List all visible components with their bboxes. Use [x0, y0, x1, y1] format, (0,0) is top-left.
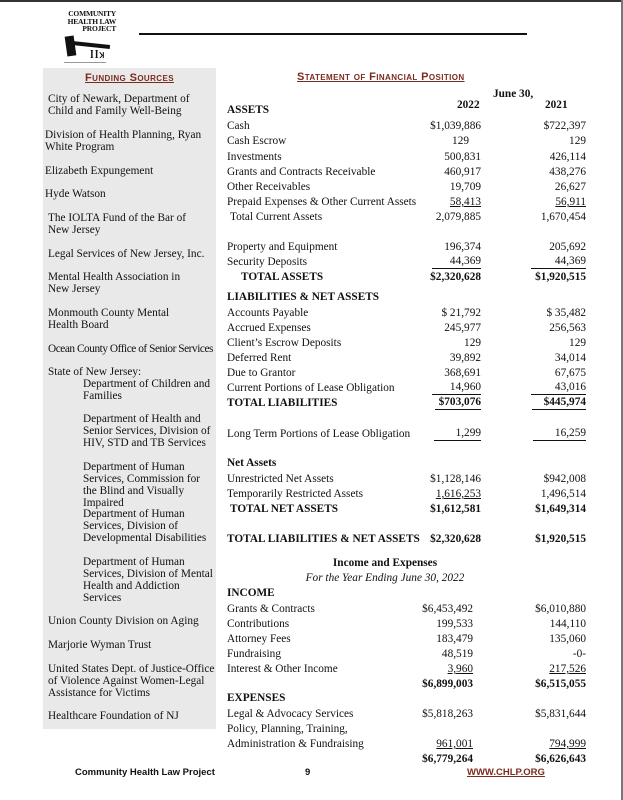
value-2021: $722,397 — [543, 120, 586, 132]
funding-source-item: Elizabeth Expungement — [45, 165, 154, 177]
assets-header: ASSETS — [227, 104, 270, 116]
table-row-total — [227, 532, 607, 547]
table-row — [227, 737, 607, 752]
value-2021: $942,008 — [543, 473, 586, 485]
table-row-subtotal — [227, 677, 607, 692]
value-2021: $1,920,515 — [535, 271, 586, 283]
value-2021: 44,369 — [531, 255, 586, 269]
funding-source-item: Healthcare Foundation of NJ — [48, 710, 179, 722]
table-row — [227, 180, 607, 195]
value-2022: $2,320,628 — [430, 533, 481, 545]
funding-source-item: Mental Health Association in New Jersey — [48, 271, 181, 295]
value-2022: $2,320,628 — [430, 271, 481, 283]
funding-sources-sidebar — [43, 68, 216, 729]
table-row — [227, 707, 607, 722]
table-row — [227, 165, 607, 180]
row-label: Grants & Contracts — [227, 603, 315, 615]
value-2021: $1,649,314 — [535, 503, 586, 515]
row-label: Property and Equipment — [227, 241, 338, 253]
figures-icon: ꟾꟾꞰ — [90, 51, 106, 60]
date-header: June 30, — [493, 88, 534, 100]
value-2022: 129 — [464, 337, 481, 349]
value-2021: 256,563 — [549, 322, 586, 334]
value-2022: 2,079,885 — [435, 211, 481, 223]
row-label: Policy, Planning, Training, — [227, 723, 348, 735]
table-row — [227, 134, 607, 149]
row-label: Deferred Rent — [227, 352, 292, 364]
table-row — [227, 306, 607, 321]
value-2022: 460,917 — [444, 166, 481, 178]
row-label: Prepaid Expenses & Other Current Assets — [227, 196, 417, 208]
funding-source-subitem: Department of Human Services, Commission for the Blind and Visually Impaired — [83, 461, 201, 509]
table-row — [227, 210, 607, 225]
row-label: Other Receivables — [227, 181, 311, 193]
value-2021: $ 35,482 — [546, 307, 586, 319]
value-2022: $5,818,263 — [422, 708, 473, 720]
income-total-2022: $6,899,003 — [422, 678, 473, 690]
logo-line-2: HEALTH LAW — [67, 16, 116, 26]
row-label: Contributions — [227, 618, 290, 630]
row-label: Cash — [227, 120, 250, 132]
page-number: 9 — [305, 767, 311, 778]
value-2022: 44,369 — [432, 255, 481, 269]
funding-source-subitem: Department of Human Services, Division of Mental Health and Addiction Services — [83, 556, 213, 604]
value-2022: 199,533 — [436, 618, 473, 630]
table-row — [227, 647, 607, 662]
value-2021: 135,060 — [549, 633, 586, 645]
row-label: TOTAL LIABILITIES & NET ASSETS — [227, 533, 420, 545]
table-row — [227, 722, 607, 737]
logo-text — [66, 10, 116, 33]
funding-source-item: Ocean County Office of Senior Services — [48, 343, 213, 355]
value-2021: $5,831,644 — [535, 708, 586, 720]
value-2022: 58,413 — [449, 196, 481, 208]
expenses-total-2021: $6,626,643 — [535, 753, 586, 765]
row-label: Total Current Assets — [230, 211, 323, 223]
income-expenses-title: Income and Expenses — [332, 557, 438, 569]
funding-source-item: State of New Jersey: — [48, 366, 142, 378]
value-2021: 129 — [569, 135, 586, 147]
row-label: Due to Grantor — [227, 367, 296, 379]
value-2021: 26,627 — [554, 181, 586, 193]
value-2021: 144,110 — [549, 618, 586, 630]
table-row — [227, 255, 607, 270]
row-label: Unrestricted Net Assets — [227, 473, 334, 485]
funding-source-item: Legal Services of New Jersey, Inc. — [48, 248, 205, 260]
website-link[interactable]: WWW.CHLP.ORG — [467, 767, 545, 778]
value-2021: 426,114 — [549, 151, 586, 163]
value-2021: 56,911 — [555, 196, 586, 208]
table-row — [227, 662, 607, 677]
table-row — [227, 396, 607, 411]
chlp-logo — [62, 10, 118, 58]
row-label: Accrued Expenses — [227, 322, 311, 334]
row-label: Cash Escrow — [227, 135, 287, 147]
page-border-top — [0, 0, 623, 2]
value-2021: 129 — [569, 337, 586, 349]
row-label: Fundraising — [227, 648, 281, 660]
table-row — [227, 381, 607, 396]
row-label: Attorney Fees — [227, 633, 291, 645]
value-2022: 961,001 — [436, 738, 473, 750]
value-2021: $6,010,880 — [535, 603, 586, 615]
value-2022: 196,374 — [444, 241, 481, 253]
value-2022: 368,691 — [444, 367, 481, 379]
value-2022: $1,128,146 — [430, 473, 481, 485]
row-label: Grants and Contracts Receivable — [227, 166, 376, 178]
value-2021: 16,259 — [533, 427, 586, 441]
value-2021: 34,014 — [554, 352, 586, 364]
value-2021: 217,526 — [549, 663, 586, 675]
income-expenses-subtitle: For the Year Ending June 30, 2022 — [305, 572, 465, 584]
value-2021: 1,670,454 — [540, 211, 586, 223]
table-row — [227, 427, 607, 442]
funding-source-item: Hyde Watson — [45, 188, 106, 200]
funding-source-item: Marjorie Wyman Trust — [48, 639, 152, 651]
gavel-icon-handle — [72, 41, 110, 49]
funding-source-item: United States Dept. of Justice-Office of Violence Against Women-Legal Assistance for Victims — [48, 663, 215, 699]
row-label: Security Deposits — [227, 256, 308, 268]
funding-source-item: The IOLTA Fund of the Bar of New Jersey — [48, 212, 186, 236]
funding-sources-title: Funding Sources — [85, 72, 174, 84]
table-row — [227, 472, 607, 487]
value-2022: 1,299 — [434, 427, 481, 441]
net-assets-header: Net Assets — [227, 457, 277, 469]
value-2021: 205,692 — [549, 241, 586, 253]
statement-title: Statement of Financial Position — [297, 71, 465, 83]
value-2022: 245,977 — [444, 322, 481, 334]
funding-source-item: Union County Division on Aging — [48, 615, 199, 627]
row-label: Temporarily Restricted Assets — [227, 488, 363, 500]
value-2022: 39,892 — [449, 352, 481, 364]
row-label: Long Term Portions of Lease Obligation — [227, 428, 411, 440]
logo-line-3: PROJECT — [82, 24, 116, 33]
funding-source-item: Monmouth County Mental Health Board — [48, 307, 170, 331]
value-2022: 3,960 — [447, 663, 473, 675]
funding-source-item: City of Newark, Department of Child and Family Well-Being — [48, 93, 190, 117]
row-label: TOTAL NET ASSETS — [230, 503, 339, 515]
value-2021: 1,496,514 — [540, 488, 586, 500]
row-label: Current Portions of Lease Obligation — [227, 382, 395, 394]
table-row — [227, 270, 607, 285]
value-2021: 43,016 — [531, 381, 586, 395]
table-row — [227, 502, 607, 517]
value-2021: 67,675 — [554, 367, 586, 379]
row-label: Investments — [227, 151, 282, 163]
header-rule — [139, 33, 527, 35]
table-row — [227, 602, 607, 617]
value-2022: $1,612,581 — [430, 503, 481, 515]
table-row — [227, 195, 607, 210]
income-header: INCOME — [227, 587, 275, 599]
table-row — [227, 150, 607, 165]
value-2021: 794,999 — [549, 738, 586, 750]
income-total-2021: $6,515,055 — [535, 678, 586, 690]
row-label: Administration & Fundraising — [227, 738, 364, 750]
column-header-2022: 2022 — [457, 99, 480, 111]
value-2022: $1,039,886 — [430, 120, 481, 132]
table-row — [227, 617, 607, 632]
value-2022: 500,831 — [444, 151, 481, 163]
value-2021: -0- — [572, 648, 586, 660]
value-2022: 14,960 — [432, 381, 481, 395]
value-2021: $1,920,515 — [535, 533, 586, 545]
value-2022: 129 — [452, 135, 469, 147]
value-2021: $445,974 — [532, 396, 586, 410]
table-row — [227, 351, 607, 366]
table-row — [227, 119, 607, 134]
liabilities-header: LIABILITIES & NET ASSETS — [227, 291, 380, 303]
table-row — [227, 240, 607, 255]
table-row — [227, 336, 607, 351]
logo-line-1: COMMUNITY — [68, 9, 116, 18]
funding-source-subitem: Department of Health and Senior Services, Division of HIV, STD and TB Services — [83, 413, 211, 449]
table-row — [227, 321, 607, 336]
value-2022: 19,709 — [449, 181, 481, 193]
value-2022: 183,479 — [436, 633, 473, 645]
table-row — [227, 487, 607, 502]
expenses-header: EXPENSES — [227, 692, 286, 704]
gavel-icon-head — [65, 35, 77, 56]
logo-base-line — [64, 62, 106, 63]
row-label: Client’s Escrow Deposits — [227, 337, 342, 349]
row-label: Accounts Payable — [227, 307, 309, 319]
table-row — [227, 632, 607, 647]
value-2021: 438,276 — [549, 166, 586, 178]
column-header-2021: 2021 — [545, 99, 568, 111]
funding-source-subitem: Department of Human Services, Division of Developmental Disabilities — [83, 508, 207, 544]
table-row-subtotal — [227, 752, 607, 767]
row-label: Legal & Advocacy Services — [227, 708, 354, 720]
value-2022: 1,616,253 — [435, 488, 481, 500]
funding-source-subitem: Department of Children and Families — [83, 378, 211, 402]
value-2022: $703,076 — [435, 396, 481, 410]
row-label: TOTAL LIABILITIES — [227, 397, 338, 409]
row-label: Interest & Other Income — [227, 663, 338, 675]
footer-org-name: Community Health Law Project — [75, 767, 215, 778]
funding-source-item: Division of Health Planning, Ryan White Program — [45, 129, 202, 153]
row-label: TOTAL ASSETS — [241, 271, 324, 283]
expenses-total-2022: $6,779,264 — [422, 753, 473, 765]
table-row — [227, 366, 607, 381]
value-2022: $ 21,792 — [441, 307, 481, 319]
value-2022: 48,519 — [441, 648, 473, 660]
value-2022: $6,453,492 — [422, 603, 473, 615]
